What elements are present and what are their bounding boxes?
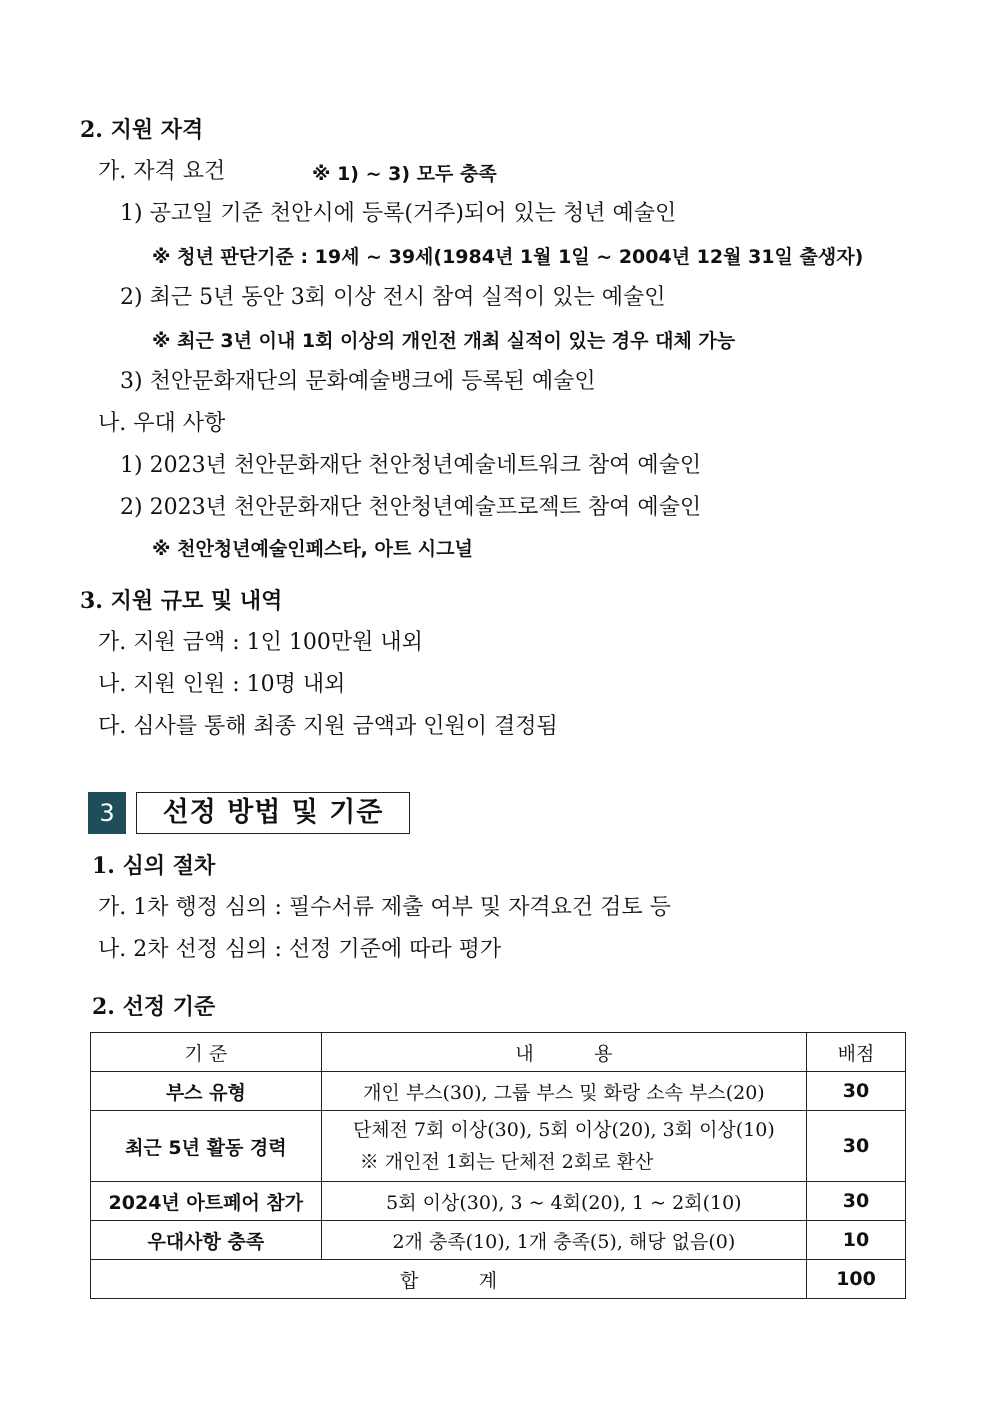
table-row — [91, 1221, 906, 1260]
preference-item-2: 2) 2023년 천안문화재단 천안청년예술프로젝트 참여 예술인 — [120, 495, 702, 520]
row-label: 2024년 아트페어 참가 — [91, 1182, 322, 1221]
scale-heading: 3. 지원 규모 및 내역 — [80, 588, 283, 614]
eligibility-heading: 2. 지원 자격 — [80, 117, 204, 143]
youth-criteria-note: ※ 청년 판단기준 : 19세 ~ 39세(1984년 1월 1일 ~ 2004년 12월 31일 출생자) — [152, 246, 864, 268]
requirement-note: ※ 1) ~ 3) 모두 충족 — [312, 163, 497, 185]
table-row — [91, 1182, 906, 1221]
row-score: 30 — [807, 1182, 906, 1221]
header-criterion: 기 준 — [91, 1033, 322, 1072]
row-content-line-1: 단체전 7회 이상(30), 5회 이상(20), 3회 이상(10) — [352, 1119, 775, 1141]
section-title: 선정 방법 및 기준 — [136, 792, 410, 834]
criteria-table — [90, 1032, 906, 1299]
preference-item-1: 1) 2023년 천안문화재단 천안청년예술네트워크 참여 예술인 — [120, 453, 702, 478]
row-score: 30 — [807, 1111, 906, 1182]
solo-exhibition-note: ※ 최근 3년 이내 1회 이상의 개인전 개최 실적이 있는 경우 대체 가능 — [152, 330, 736, 352]
support-count: 나. 지원 인원 : 10명 내외 — [98, 672, 346, 697]
preference-note: ※ 천안청년예술인페스타, 아트 시그널 — [152, 538, 473, 560]
requirement-item-1: 1) 공고일 기준 천안시에 등록(거주)되어 있는 청년 예술인 — [120, 201, 677, 226]
preference-label: 나. 우대 사항 — [98, 411, 226, 436]
table-row — [91, 1111, 906, 1182]
final-decision-note: 다. 심사를 통해 최종 지원 금액과 인원이 결정됨 — [98, 714, 558, 739]
row-content-line-2: ※ 개인전 1회는 단체전 2회로 환산 — [359, 1151, 654, 1173]
requirement-label: 가. 자격 요건 — [98, 159, 226, 184]
row-content — [321, 1111, 806, 1182]
table-row — [91, 1072, 906, 1111]
row-content: 개인 부스(30), 그룹 부스 및 화랑 소속 부스(20) — [321, 1072, 806, 1111]
row-score: 30 — [807, 1072, 906, 1111]
header-score: 배점 — [807, 1033, 906, 1072]
row-score: 10 — [807, 1221, 906, 1260]
requirement-item-3: 3) 천안문화재단의 문화예술뱅크에 등록된 예술인 — [120, 369, 596, 394]
row-label: 우대사항 충족 — [91, 1221, 322, 1260]
row-content: 2개 충족(10), 1개 충족(5), 해당 없음(0) — [321, 1221, 806, 1260]
support-amount: 가. 지원 금액 : 1인 100만원 내외 — [98, 630, 423, 655]
table-header-row — [91, 1033, 906, 1072]
total-score: 100 — [807, 1260, 906, 1299]
review-step-2: 나. 2차 선정 심의 : 선정 기준에 따라 평가 — [98, 937, 502, 962]
total-label: 합 계 — [91, 1260, 807, 1299]
review-heading: 1. 심의 절차 — [92, 853, 216, 879]
section-number-badge: 3 — [88, 792, 126, 834]
header-content: 내 용 — [321, 1033, 806, 1072]
table-total-row — [91, 1260, 906, 1299]
row-label: 최근 5년 활동 경력 — [91, 1111, 322, 1182]
requirement-item-2: 2) 최근 5년 동안 3회 이상 전시 참여 실적이 있는 예술인 — [120, 285, 666, 310]
criteria-heading: 2. 선정 기준 — [92, 994, 216, 1020]
row-content: 5회 이상(30), 3 ~ 4회(20), 1 ~ 2회(10) — [321, 1182, 806, 1221]
review-step-1: 가. 1차 행정 심의 : 필수서류 제출 여부 및 자격요건 검토 등 — [98, 895, 671, 920]
row-label: 부스 유형 — [91, 1072, 322, 1111]
